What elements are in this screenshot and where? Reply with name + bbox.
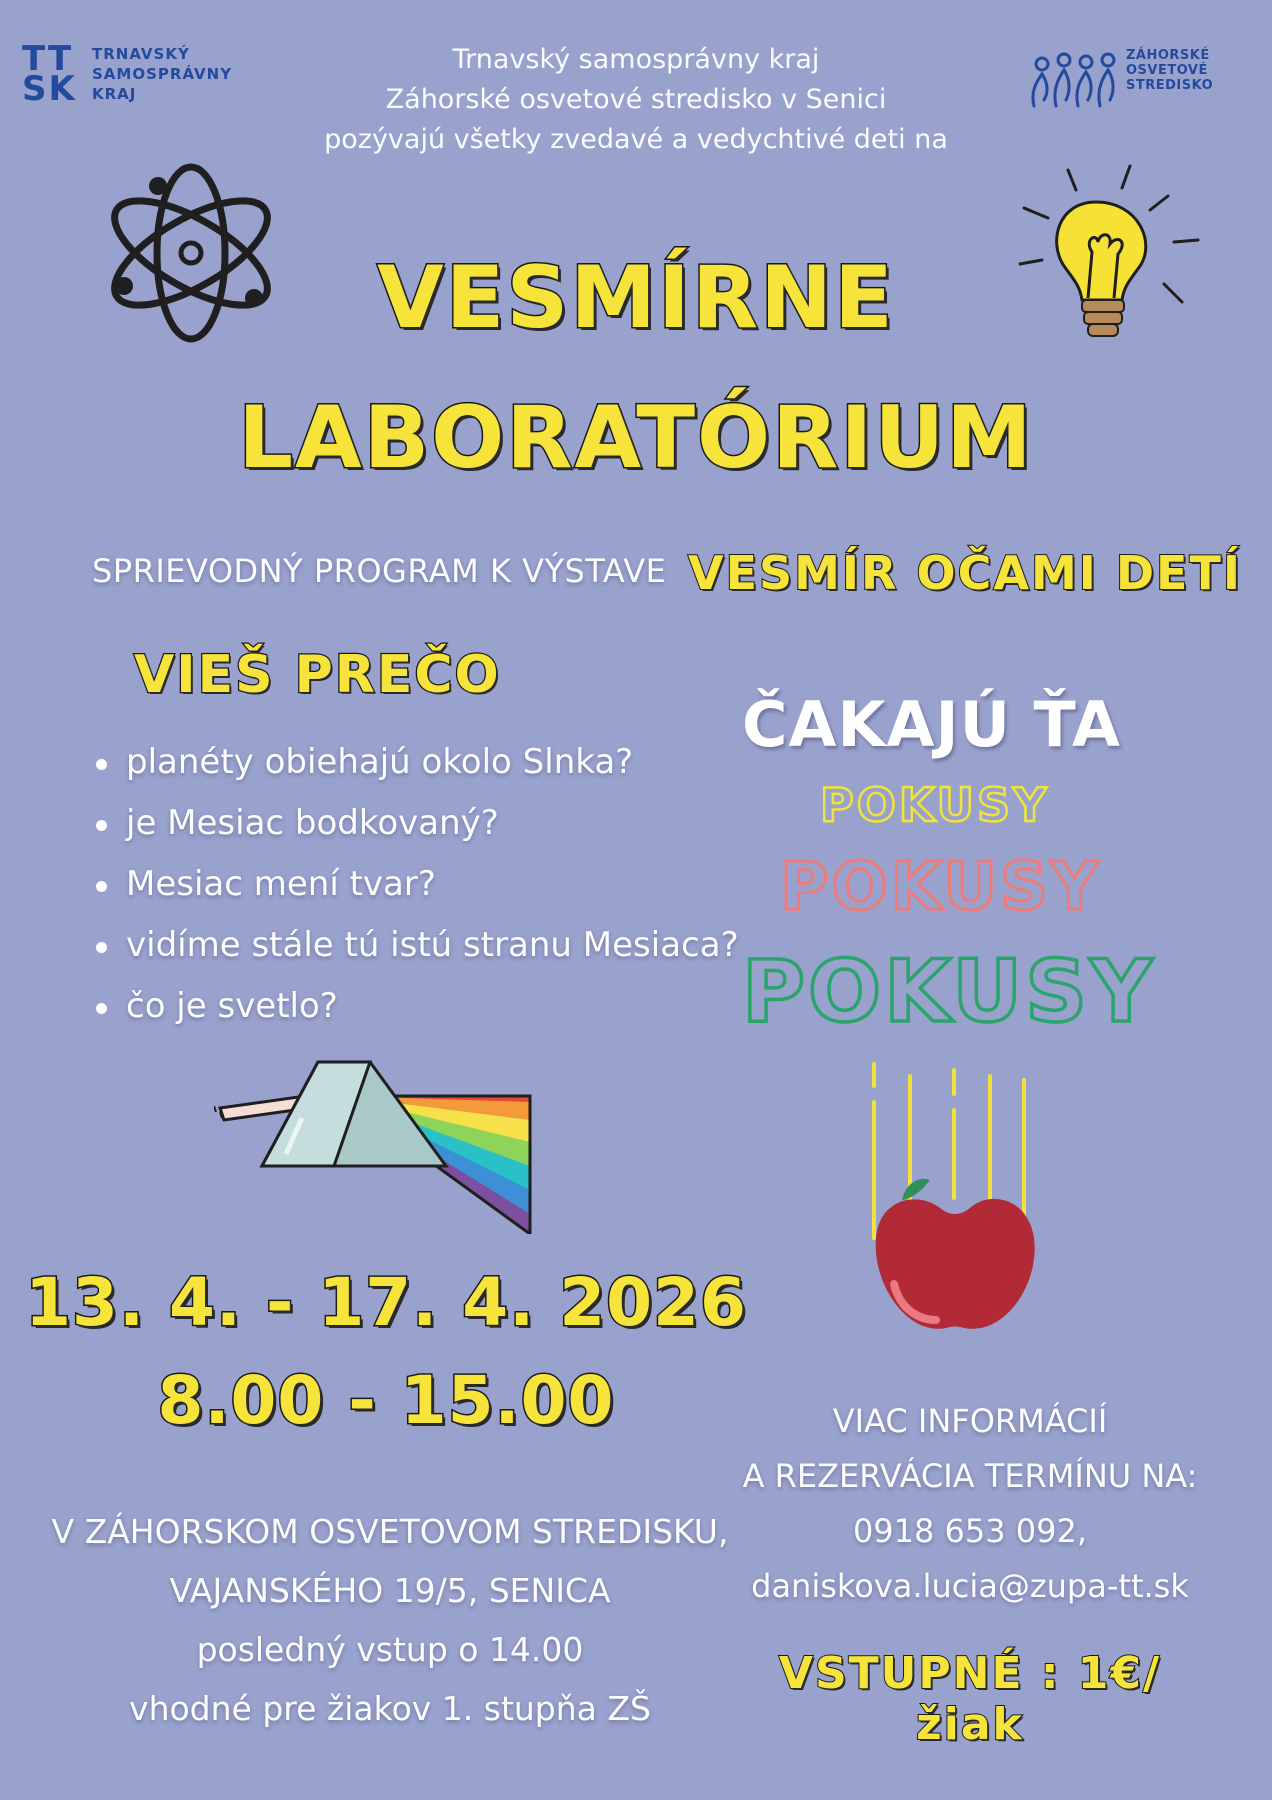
program-subtitle: SPRIEVODNÝ PROGRAM K VÝSTAVE bbox=[92, 552, 667, 590]
ttsk-name-line: SAMOSPRÁVNY bbox=[92, 65, 233, 83]
list-item: čo je svetlo? bbox=[92, 976, 732, 1037]
title-line-1: VESMÍRNE bbox=[377, 248, 895, 348]
event-dates: 13. 4. - 17. 4. 2026 bbox=[25, 1264, 747, 1341]
zos-name-line: ZÁHORSKÉ bbox=[1126, 48, 1210, 63]
list-item: planéty obiehajú okolo Slnka? bbox=[92, 732, 732, 793]
zos-name-line: OSVETOVÉ bbox=[1126, 63, 1208, 78]
venue-line: vhodné pre žiakov 1. stupňa ZŠ bbox=[129, 1689, 651, 1728]
ttsk-logo bbox=[22, 39, 262, 114]
list-item: vidíme stále tú istú stranu Mesiaca? bbox=[92, 915, 732, 976]
questions-heading: VIEŠ PREČO bbox=[134, 645, 501, 705]
venue-info bbox=[30, 1502, 750, 1738]
contact-info bbox=[730, 1394, 1210, 1614]
prism-icon bbox=[214, 1058, 534, 1234]
experiments-heading: ČAKAJÚ ŤA bbox=[742, 688, 1121, 761]
contact-line: A REZERVÁCIA TERMÍNU NA: bbox=[742, 1457, 1198, 1495]
zos-logo-name bbox=[1126, 48, 1213, 93]
ttsk-mark-line1: TT bbox=[22, 39, 74, 79]
ttsk-logo-name bbox=[92, 44, 232, 104]
people-group-icon bbox=[1028, 50, 1124, 110]
list-item: Mesiac mení tvar? bbox=[92, 854, 732, 915]
header-line: pozývajú všetky zvedavé a vedychtivé deti na bbox=[324, 124, 948, 155]
entry-fee: VSTUPNÉ : 1€/žiak bbox=[778, 1648, 1162, 1750]
experiments-word-small: POKUSY bbox=[820, 778, 1050, 832]
questions-list bbox=[92, 732, 739, 1037]
venue-line: posledný vstup o 14.00 bbox=[196, 1630, 584, 1669]
contact-phone: 0918 653 092, bbox=[852, 1512, 1088, 1550]
venue-line: V ZÁHORSKOM OSVETOVOM STREDISKU, bbox=[51, 1512, 729, 1551]
title-line-2: LABORATÓRIUM bbox=[238, 388, 1034, 488]
contact-email: daniskova.lucia@zupa-tt.sk bbox=[751, 1567, 1189, 1605]
invitation-header bbox=[280, 40, 992, 160]
event-hours: 8.00 - 15.00 bbox=[157, 1362, 615, 1439]
list-item: je Mesiac bodkovaný? bbox=[92, 793, 732, 854]
zos-logo bbox=[1028, 48, 1228, 112]
header-line: Záhorské osvetové stredisko v Senici bbox=[385, 84, 887, 115]
ttsk-name-line: TRNAVSKÝ bbox=[92, 45, 190, 63]
experiments-word-large: POKUSY bbox=[742, 942, 1156, 1042]
exhibition-name: VESMÍR OČAMI DETÍ bbox=[688, 546, 1242, 600]
ttsk-logo-mark bbox=[22, 39, 77, 109]
ttsk-name-line: KRAJ bbox=[92, 85, 137, 103]
zos-name-line: STREDISKO bbox=[1126, 78, 1214, 93]
venue-line: VAJANSKÉHO 19/5, SENICA bbox=[169, 1571, 611, 1610]
experiments-word-medium: POKUSY bbox=[780, 848, 1102, 925]
ttsk-mark-line2: SK bbox=[22, 69, 77, 109]
header-line: Trnavský samosprávny kraj bbox=[452, 44, 820, 75]
falling-apple-icon bbox=[860, 1058, 1060, 1378]
contact-line: VIAC INFORMÁCIÍ bbox=[832, 1402, 1108, 1440]
